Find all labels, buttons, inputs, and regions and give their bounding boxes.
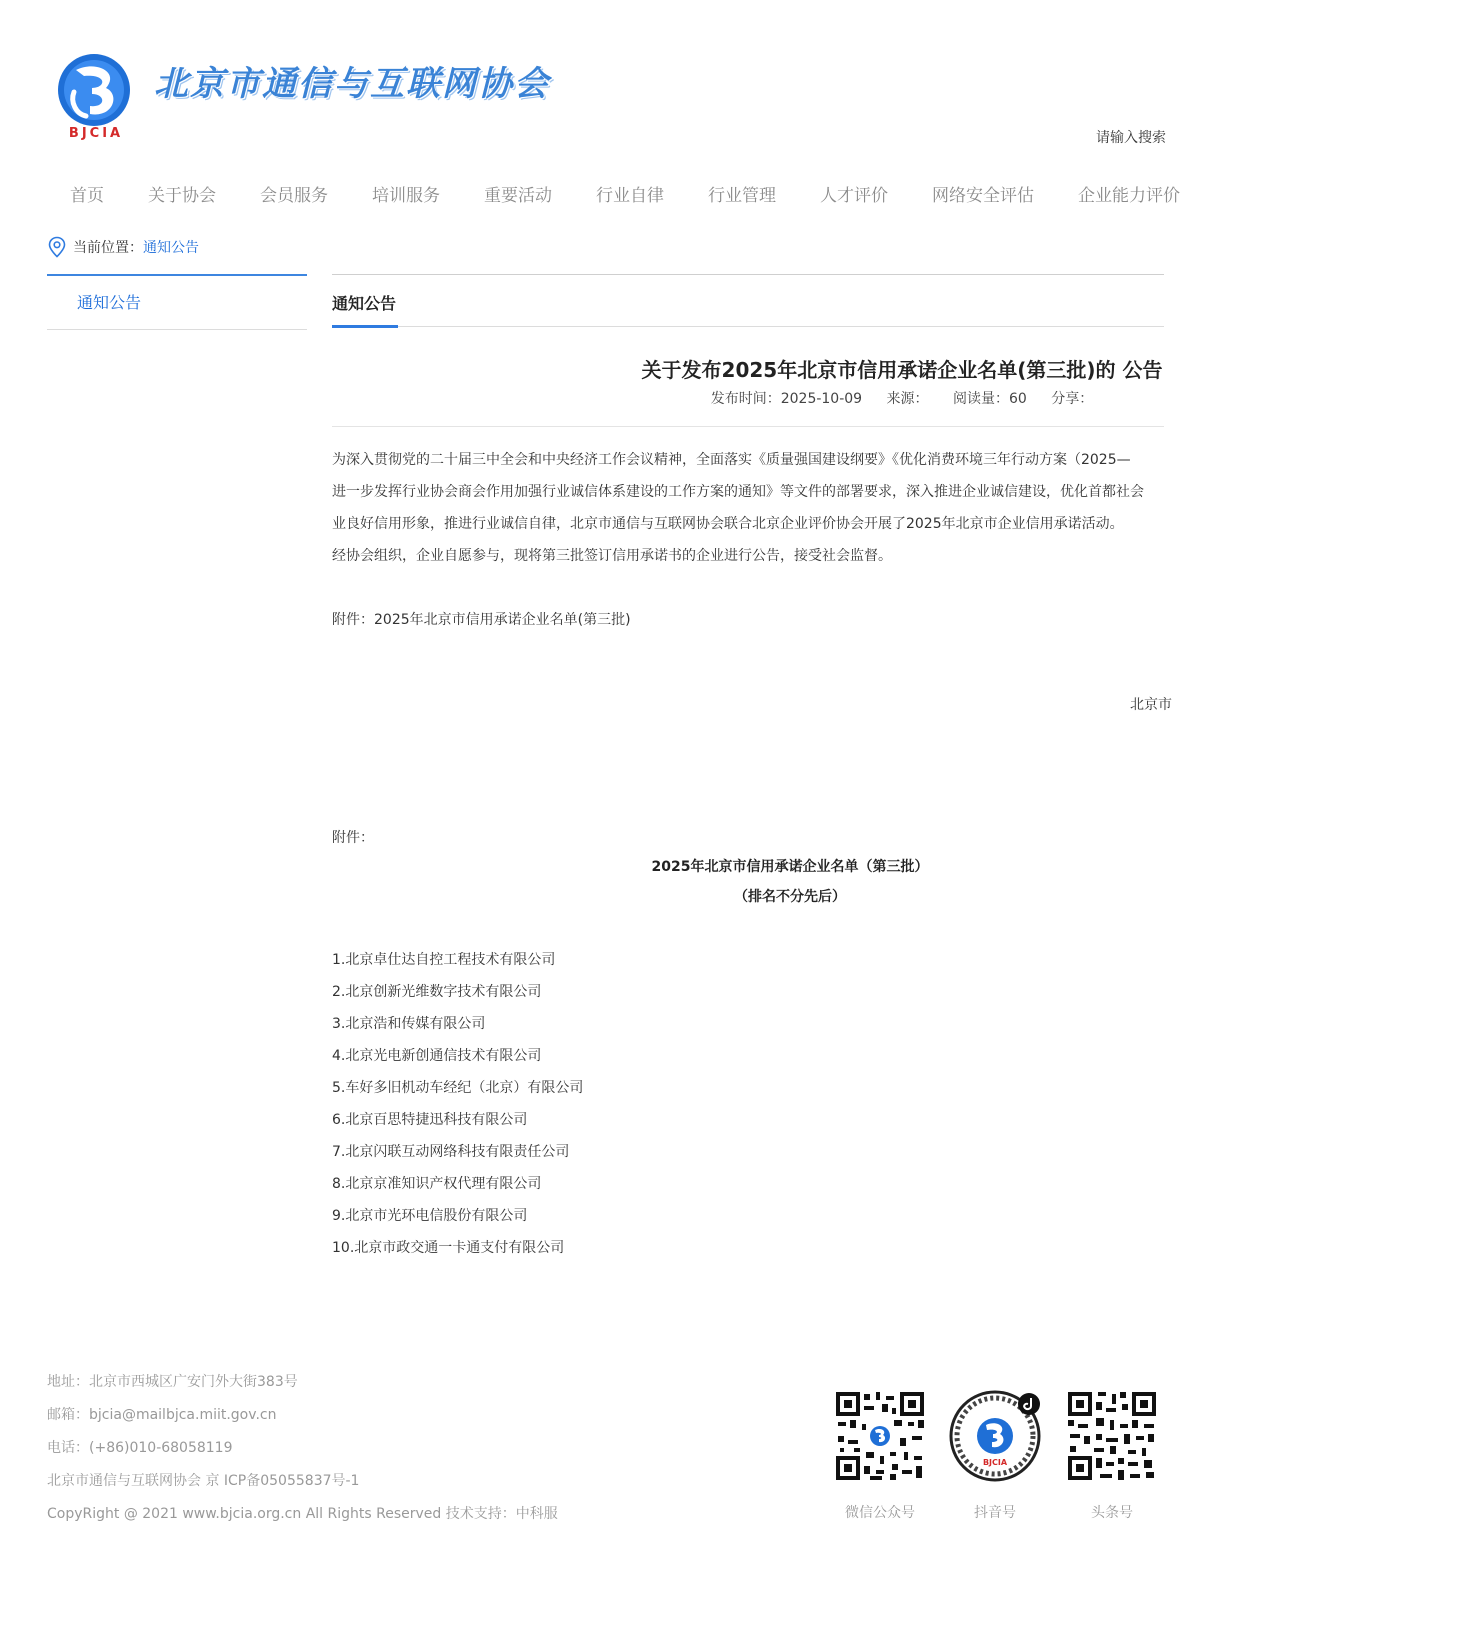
list-item: 6.北京百思特捷迅科技有限公司	[332, 1112, 528, 1128]
footer-copyright: CopyRight @ 2021 www.bjcia.org.cn All Rights Reserved 技术支持：中科服	[47, 1506, 558, 1522]
nav-item-events[interactable]: 重要活动	[484, 186, 552, 206]
qr-label: 抖音号	[974, 1505, 1016, 1521]
footer-email[interactable]: 邮箱：bjcia@mailbjca.miit.gov.cn	[47, 1407, 277, 1423]
site-logo[interactable]	[56, 52, 136, 152]
qr-code-icon	[1066, 1390, 1158, 1482]
article-paragraph	[332, 444, 1164, 572]
qr-wechat[interactable]	[830, 1390, 930, 1522]
footer-address: 地址：北京市西城区广安门外大街383号	[47, 1374, 298, 1390]
svg-text:BJCIA: BJCIA	[982, 1458, 1008, 1467]
qr-label: 头条号	[1091, 1505, 1133, 1521]
list-item: 9.北京市光环电信股份有限公司	[332, 1208, 528, 1224]
list-item: 3.北京浩和传媒有限公司	[332, 1016, 486, 1032]
nav-item-member-services[interactable]: 会员服务	[260, 186, 328, 206]
article-divider	[332, 426, 1164, 427]
publish-time: 发布时间：2025-10-09	[710, 391, 863, 407]
nav-item-self-discipline[interactable]: 行业自律	[596, 186, 664, 206]
article-meta	[332, 388, 1472, 408]
footer-phone: 电话：(+86)010-68058119	[47, 1440, 233, 1456]
sidebar	[47, 274, 307, 330]
attachment-link[interactable]: 附件：2025年北京市信用承诺企业名单(第三批)	[332, 612, 631, 628]
list-item: 10.北京市政交通一卡通支付有限公司	[332, 1240, 565, 1256]
nav-item-training[interactable]: 培训服务	[372, 186, 440, 206]
footer-icp[interactable]: 北京市通信与互联网协会 京 ICP备05055837号-1	[47, 1473, 360, 1489]
paragraph-line: 进一步发挥行业协会商会作用加强行业诚信体系建设的工作方案的通知》等文件的部署要求，深入推进企业诚信建设，优化首都社会	[332, 484, 1144, 500]
list-item: 8.北京京准知识产权代理有限公司	[332, 1176, 542, 1192]
view-count: 阅读量：60	[953, 391, 1027, 407]
paragraph-line: 为深入贯彻党的二十届三中全会和中央经济工作会议精神，全面落实《质量强国建设纲要》《优化消费环境三年行动方案（2025—	[332, 452, 1131, 468]
search-input[interactable]	[1026, 126, 1166, 150]
article-main	[332, 274, 1172, 1256]
list-item: 4.北京光电新创通信技术有限公司	[332, 1048, 542, 1064]
nav-item-about[interactable]: 关于协会	[148, 186, 216, 206]
qr-douyin[interactable]	[945, 1390, 1045, 1522]
article-signature: 北京市	[1130, 697, 1172, 713]
tab-bar	[332, 275, 1164, 327]
tab-active-underline	[332, 325, 398, 328]
footer-info	[47, 1366, 558, 1531]
breadcrumb-current[interactable]: 通知公告	[143, 240, 199, 256]
location-pin-icon	[47, 236, 67, 258]
qr-toutiao[interactable]	[1062, 1390, 1162, 1522]
list-subtitle: （排名不分先后）	[734, 889, 846, 905]
qr-code-icon	[834, 1390, 926, 1482]
logo-text: BJCIA	[68, 126, 124, 141]
share-button[interactable]: 分享：	[1051, 391, 1094, 407]
nav-item-security-assessment[interactable]: 网络安全评估	[932, 186, 1034, 206]
paragraph-line: 业良好信用形象，推进行业诚信自律，北京市通信与互联网协会联合北京企业评价协会开展了2025年北京市企业信用承诺活动。	[332, 516, 1124, 532]
tab-notices[interactable]: 通知公告	[332, 294, 397, 313]
nav-item-management[interactable]: 行业管理	[708, 186, 776, 206]
breadcrumb-label: 当前位置：	[73, 240, 143, 256]
douyin-qr-icon	[949, 1390, 1041, 1482]
company-list	[332, 944, 583, 1264]
nav-item-capability[interactable]: 企业能力评价	[1078, 186, 1180, 206]
main-nav	[48, 180, 1188, 216]
nav-item-talent[interactable]: 人才评价	[820, 186, 888, 206]
sidebar-item-notices[interactable]: 通知公告	[47, 276, 307, 330]
list-item: 1.北京卓仕达自控工程技术有限公司	[332, 952, 556, 968]
breadcrumb	[47, 236, 199, 258]
paragraph-line: 经协会组织，企业自愿参与，现将第三批签订信用承诺书的企业进行公告，接受社会监督。	[332, 548, 892, 564]
attachment-label: 附件：	[332, 830, 374, 846]
list-item: 2.北京创新光维数字技术有限公司	[332, 984, 542, 1000]
site-title[interactable]: 北京市通信与互联网协会	[154, 64, 550, 104]
list-title: 2025年北京市信用承诺企业名单（第三批）	[651, 859, 929, 875]
list-item: 7.北京闪联互动网络科技有限责任公司	[332, 1144, 570, 1160]
article-source: 来源：	[886, 391, 929, 407]
article-title: 关于发布2025年北京市信用承诺企业名单(第三批)的 公告	[641, 358, 1163, 382]
list-item: 5.车好多旧机动车经纪（北京）有限公司	[332, 1080, 584, 1096]
qr-label: 微信公众号	[845, 1505, 915, 1521]
nav-item-home[interactable]: 首页	[70, 186, 104, 206]
